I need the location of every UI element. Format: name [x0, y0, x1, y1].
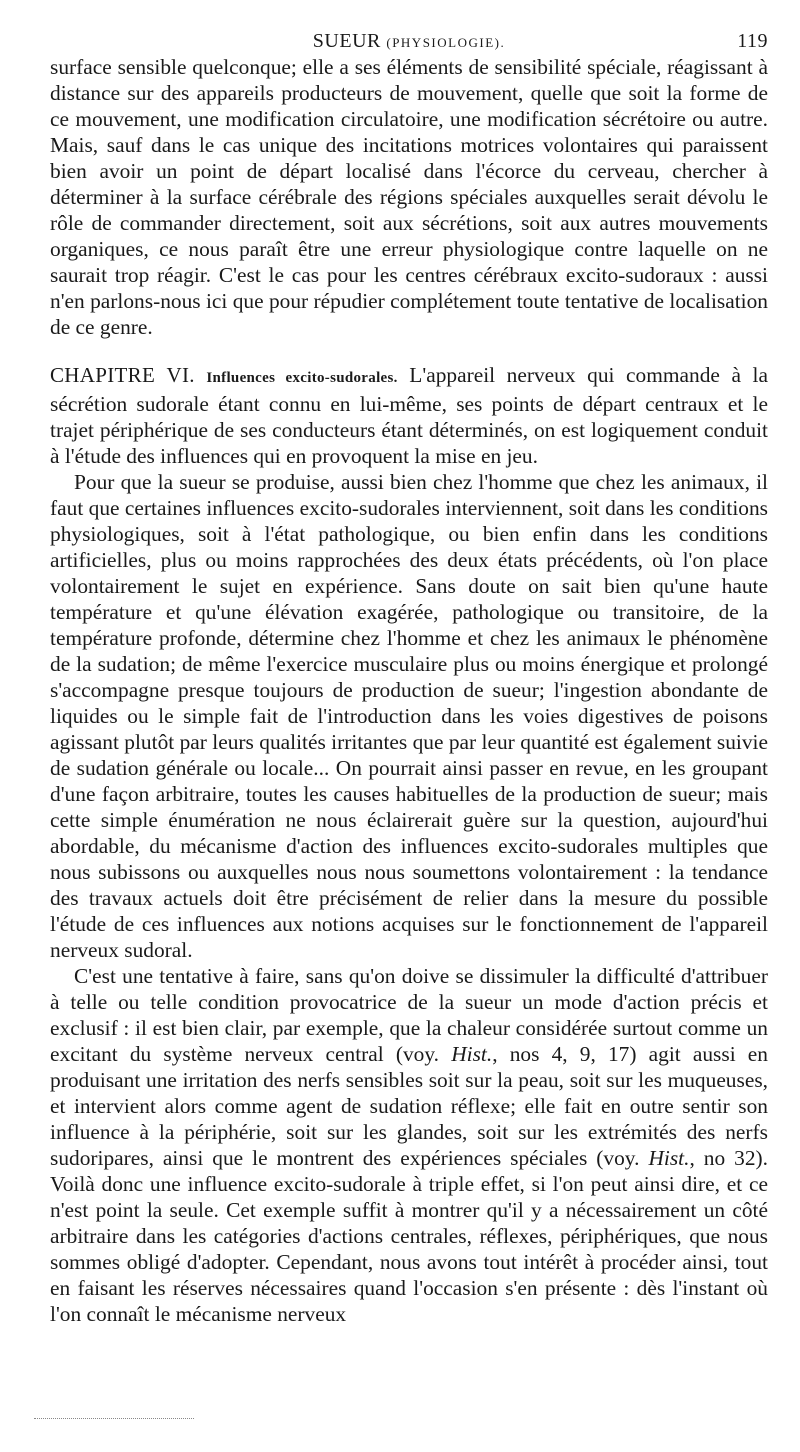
- paragraph: [50, 963, 768, 1327]
- paragraph-continued: surface sensible quelconque; elle a ses éléments de sensibilité spéciale, réagissant à distance sur des appareils producteurs de mouvement, quelle que soit la forme de ce mouvement, une modification circulatoire, une modification sécrétoire ou autre. Mais, sauf dans le cas unique des incitations motrices volontaires qui paraissent bien avoir un point de départ localisé dans l'écorce du cerveau, chercher à déterminer à la surface cérébrale des régions spéciales auxquelles serait dévolu le rôle de commander directement, soit aux sécrétions, soit aux autres mouvements organiques, ce nous paraît être une erreur physiologique contre laquelle on ne saurait trop réagir. C'est le cas pour les centres cérébraux excito-sudoraux : aussi n'en parlons-nous ici que pour répudier complétement toute tentative de localisation de ce genre.: [50, 55, 768, 339]
- paragraph: Pour que la sueur se produise, aussi bien chez l'homme que chez les animaux, il faut que certaines influences excito-sudorales interviennent, soit dans les conditions physiologiques, soit à l'état pathologique, ou bien enfin dans les conditions artificielles, plus ou moins rapprochées des deux états précédents, où l'on place volontairement le sujet en expérience. Sans doute on sait bien qu'une haute température et qu'une élévation exagérée, pathologique ou transitoire, de la température profonde, détermine chez l'homme et chez les animaux le phénomène de la sudation; de même l'exercice musculaire plus ou moins énergique et prolongé s'accompagne presque toujours de production de sueur; l'ingestion abondante de liquides ou le simple fait de l'introduction dans les voies digestives de poisons agissant plutôt par leurs qualités irritantes que par leur quantité est également suivie de sudation générale ou locale... On pourrait ainsi passer en revue, en les groupant d'une façon arbitraire, toutes les causes habituelles de la production de sueur; mais cette simple énumération ne nous éclairerait guère sur la question, aujourd'hui abordable, du mécanisme d'action des influences excito-sudorales multiples que nous subissons ou auxquelles nous nous soumettons volontairement : la tendance des travaux actuels doit être précisément de relier dans la mesure du possible l'étude de ces influences aux notions acquises sur le fonctionnement de l'appareil nerveux sudoral.: [50, 470, 768, 962]
- section-gap: [50, 340, 768, 362]
- reference-hist: Hist.: [451, 1042, 493, 1066]
- chapter-paragraph: [50, 362, 768, 469]
- running-head-title: SUEUR: [312, 30, 381, 52]
- chapter-intro-text: L'appareil nerveux qui commande à la sécrétion sudorale étant connu en lui-même, ses points de départ centraux et le trajet périphérique de ses conducteurs étant déterminés, on est logiquement conduit à l'étude des influences qui en provoquent la mise en jeu.: [50, 363, 768, 468]
- book-page: [50, 30, 768, 1327]
- running-head-title-line: [50, 30, 768, 53]
- body-text: [50, 54, 768, 1327]
- chapter-label: CHAPITRE VI.: [50, 363, 195, 387]
- paragraph-text: C'est une tentative à faire, sans qu'on doive se dissimuler la difficulté d'attribuer à telle ou telle condition provocatrice de la sueur un mode d'action précis et exclusif : il est bien clair, par exemple, que la chaleur considérée surtout comme un excitant du système nerveux central (voy.: [50, 964, 768, 1066]
- footer-rule: [34, 1418, 194, 1419]
- running-head-subtitle: (PHYSIOLOGIE).: [386, 35, 506, 50]
- paragraph-text: , no 32). Voilà donc une influence excito-sudorale à triple effet, si l'on peut ainsi dire, et ce n'est point la seule. Cet exemple suffit à montrer qu'il y a nécessairement un côté arbitraire dans les catégories d'actions centrales, réflexes, périphériques, que nous sommes obligé d'adopter. Cependant, nous avons tout intérêt à procéder ainsi, tout en faisant les réserves nécessaires quand l'occasion s'en présente : dès l'instant où l'on connaît le mécanisme nerveux: [50, 1146, 768, 1326]
- reference-hist: Hist.: [648, 1146, 690, 1170]
- paragraph-text: , nos 4, 9, 17) agit aussi en produisant une irritation des nerfs sensibles soit sur la peau, soit sur les muqueuses, et intervient alors comme agent de sudation réflexe; elle fait en outre sentir son influence à la périphérie, soit sur les glandes, soit sur les extrémités des nerfs sudoripares, ainsi que le montrent des expériences spéciales (voy.: [50, 1042, 768, 1170]
- chapter-heading: Influences excito-sudorales.: [206, 370, 398, 386]
- page-number: 119: [737, 30, 768, 52]
- running-head: [50, 30, 768, 54]
